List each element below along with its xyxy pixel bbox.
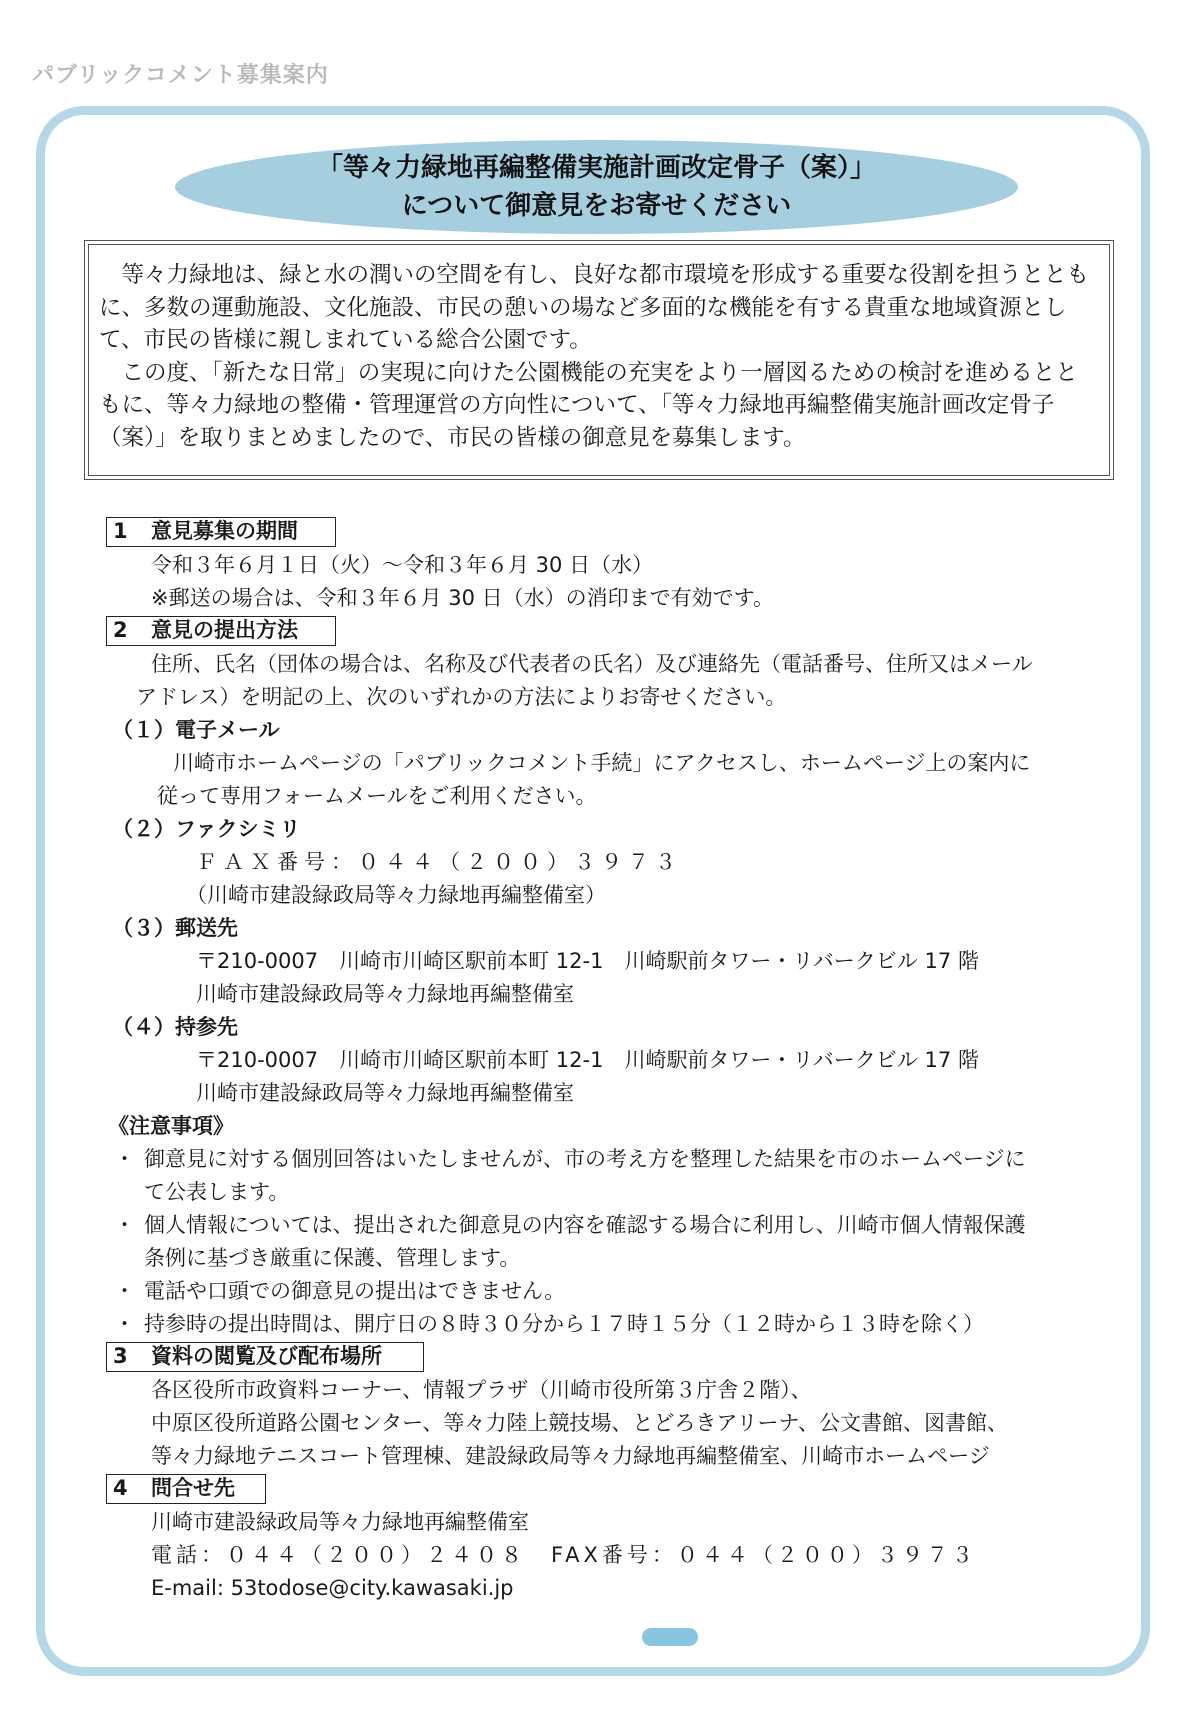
contact-department: 川崎市建設緑政局等々力緑地再編整備室 (151, 1510, 529, 1534)
section-number: 3 (113, 1344, 128, 1368)
fax-number: ＦＡＸ番号：０４４（２００）３９７３ (196, 850, 682, 874)
submission-period: 令和３年６月１日（火）～令和３年６月 30 日（水） (151, 553, 654, 577)
section-heading-1 (106, 517, 336, 547)
bullet-marker: ・ (114, 1147, 135, 1171)
section-number: 1 (113, 519, 128, 543)
intro-box (84, 240, 1114, 480)
location-line-2: 中原区役所道路公園センター、等々力陸上競技場、とどろきアリーナ、公文書館、図書館、 (151, 1411, 1009, 1435)
section-title: 意見募集の期間 (151, 519, 298, 543)
title-line-2: について御意見をお寄せください (401, 191, 792, 221)
intro-inner (88, 244, 1110, 476)
mail-department: 川崎市建設緑政局等々力緑地再編整備室 (196, 982, 574, 1006)
method-mail-label: （３）郵送先 (112, 916, 238, 940)
note-2-line-1: 個人情報については、提出された御意見の内容を確認する場合に利用し、川崎市個人情報保護 (144, 1213, 1026, 1237)
method-fax-label: （２）ファクシミリ (112, 817, 301, 841)
contact-email: E-mail: 53todose@city.kawasaki.jp (151, 1576, 514, 1600)
method-email-label: （１）電子メール (112, 718, 280, 742)
title-line-1: 「等々力緑地再編整備実施計画改定骨子（案）」 (316, 153, 876, 183)
page-indicator (642, 1628, 698, 1646)
section-number: 4 (113, 1476, 128, 1500)
location-line-1: 各区役所市政資料コーナー、情報プラザ（川崎市役所第３庁舎２階）、 (151, 1378, 812, 1402)
delivery-department: 川崎市建設緑政局等々力緑地再編整備室 (196, 1081, 574, 1105)
bullet-marker: ・ (114, 1213, 135, 1237)
intro-paragraph-2: この度、「新たな日常」の実現に向けた公園機能の充実をより一層図るための検討を進めるとともに、等々力緑地の整備・管理運営の方向性について、「等々力緑地再編整備実施計画改定骨子（案）」を取りまとめましたので、市民の皆様の御意見を募集します。 (99, 359, 1078, 451)
delivery-address: 〒210-0007 川崎市川崎区駅前本町 12-1 川崎駅前タワー・リバークビル 17 階 (196, 1048, 979, 1072)
method-description-line-1: 住所、氏名（団体の場合は、名称及び代表者の氏名）及び連絡先（電話番号、住所又はメール (151, 652, 1033, 676)
mail-address: 〒210-0007 川崎市川崎区駅前本町 12-1 川崎駅前タワー・リバークビル 17 階 (196, 949, 979, 973)
section-heading-2 (106, 616, 336, 646)
bullet-marker: ・ (114, 1279, 135, 1303)
method-description-line-2: アドレス）を明記の上、次のいずれかの方法によりお寄せください。 (136, 685, 787, 709)
note-4: 持参時の提出時間は、開庁日の８時３０分から１７時１５分（１２時から１３時を除く） (144, 1312, 984, 1336)
section-heading-3 (106, 1342, 424, 1372)
note-2-line-2: 条例に基づき厳重に保護、管理します。 (144, 1246, 521, 1270)
note-1-line-2: て公表します。 (144, 1180, 290, 1204)
note-3: 電話や口頭での御意見の提出はできません。 (144, 1279, 566, 1303)
method-email-line-2: 従って専用フォームメールをご利用ください。 (157, 784, 597, 808)
section-title: 意見の提出方法 (151, 618, 298, 642)
location-line-3: 等々力緑地テニスコート管理棟、建設緑政局等々力緑地再編整備室、川崎市ホームページ (151, 1444, 990, 1468)
title-banner (175, 140, 1018, 234)
method-delivery-label: （４）持参先 (112, 1015, 238, 1039)
fax-department: （川崎市建設緑政局等々力緑地再編整備室） (186, 883, 606, 907)
bullet-marker: ・ (114, 1312, 135, 1336)
section-heading-4 (106, 1474, 266, 1504)
intro-paragraph-1: 等々力緑地は、緑と水の潤いの空間を有し、良好な都市環境を形成する重要な役割を担うとともに、多数の運動施設、文化施設、市民の憩いの場など多面的な機能を有する貴重な地域資源として、市民の皆様に親しまれている総合公園です。 (99, 262, 1090, 353)
section-title: 問合せ先 (151, 1476, 235, 1500)
section-number: 2 (113, 618, 128, 642)
contact-phone-fax: 電話：０４４（２００）２４０８ FAX番号：０４４（２００）３９７３ (151, 1543, 977, 1567)
method-email-line-1: 川崎市ホームページの「パブリックコメント手続」にアクセスし、ホームページ上の案内に (173, 751, 1031, 775)
notes-heading: 《注意事項》 (108, 1114, 234, 1138)
document-type-label: パブリックコメント募集案内 (32, 63, 329, 88)
note-1-line-1: 御意見に対する個別回答はいたしませんが、市の考え方を整理した結果を市のホームページに (144, 1147, 1026, 1171)
postal-deadline-note: ※郵送の場合は、令和３年６月 30 日（水）の消印まで有効です。 (151, 586, 774, 610)
section-title: 資料の閲覧及び配布場所 (151, 1344, 382, 1368)
